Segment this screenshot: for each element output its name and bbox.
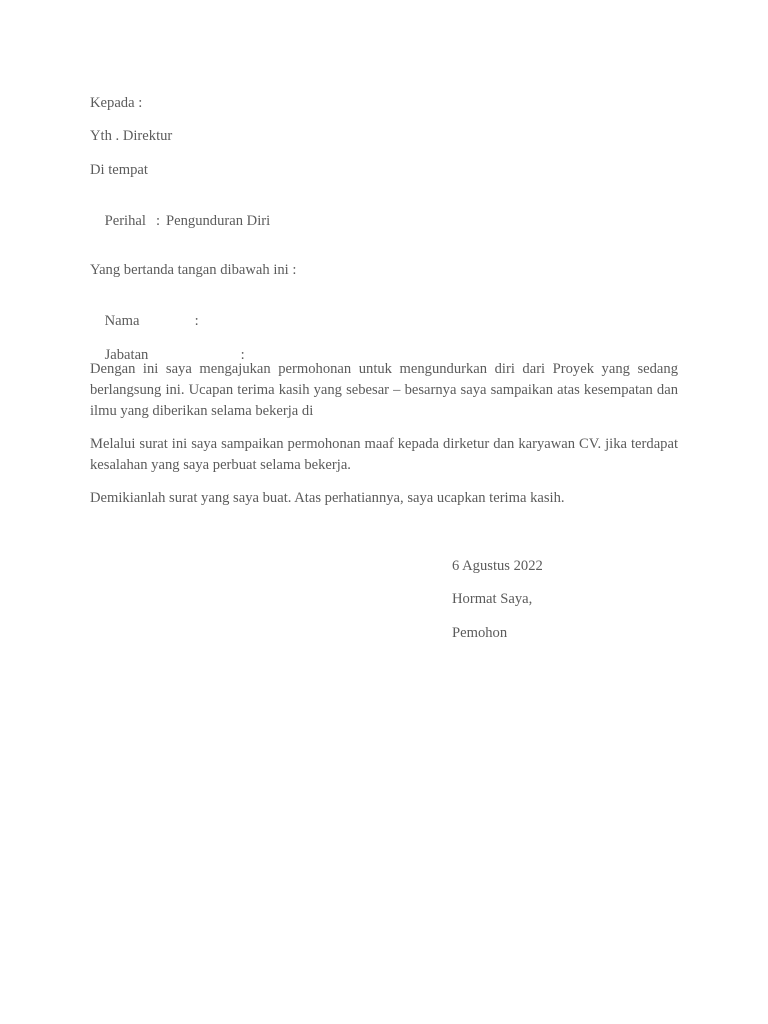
paragraph-apology: Melalui surat ini saya sampaikan permohonan maaf kepada dirketur dan karyawan CV. jika terdapat kesalahan yang saya perbuat selama bekerja. [90, 436, 678, 473]
paragraph-resignation: Dengan ini saya mengajukan permohonan untuk mengundurkan diri dari Proyek yang sedang berlangsung ini. Ucapan terima kasih yang sebesar – besarnya saya sampaikan atas kesempatan dan ilmu yang diberikan selama bekerja di [90, 361, 678, 419]
subject-separator: : [155, 213, 160, 229]
recipient-kepada: Kepada : [90, 95, 143, 111]
subject-value: Pengunduran Diri [166, 213, 271, 229]
recipient-location: Di tempat [90, 162, 148, 178]
intro-text: Yang bertanda tangan dibawah ini : [90, 262, 297, 278]
signature-closing: Hormat Saya, [452, 591, 533, 607]
field-jabatan-label: Jabatan [104, 347, 149, 363]
signature-role: Pemohon [452, 625, 508, 641]
subject-line [90, 194, 270, 248]
signature-date: 6 Agustus 2022 [452, 558, 543, 574]
field-jabatan-separator: : [240, 347, 245, 363]
field-nama-separator: : [194, 313, 199, 329]
subject-label: Perihal [104, 213, 146, 229]
recipient-yth: Yth . Direktur [90, 128, 173, 144]
field-nama-label: Nama [104, 313, 140, 329]
paragraph-closing: Demikianlah surat yang saya buat. Atas perhatiannya, saya ucapkan terima kasih. [90, 490, 565, 506]
